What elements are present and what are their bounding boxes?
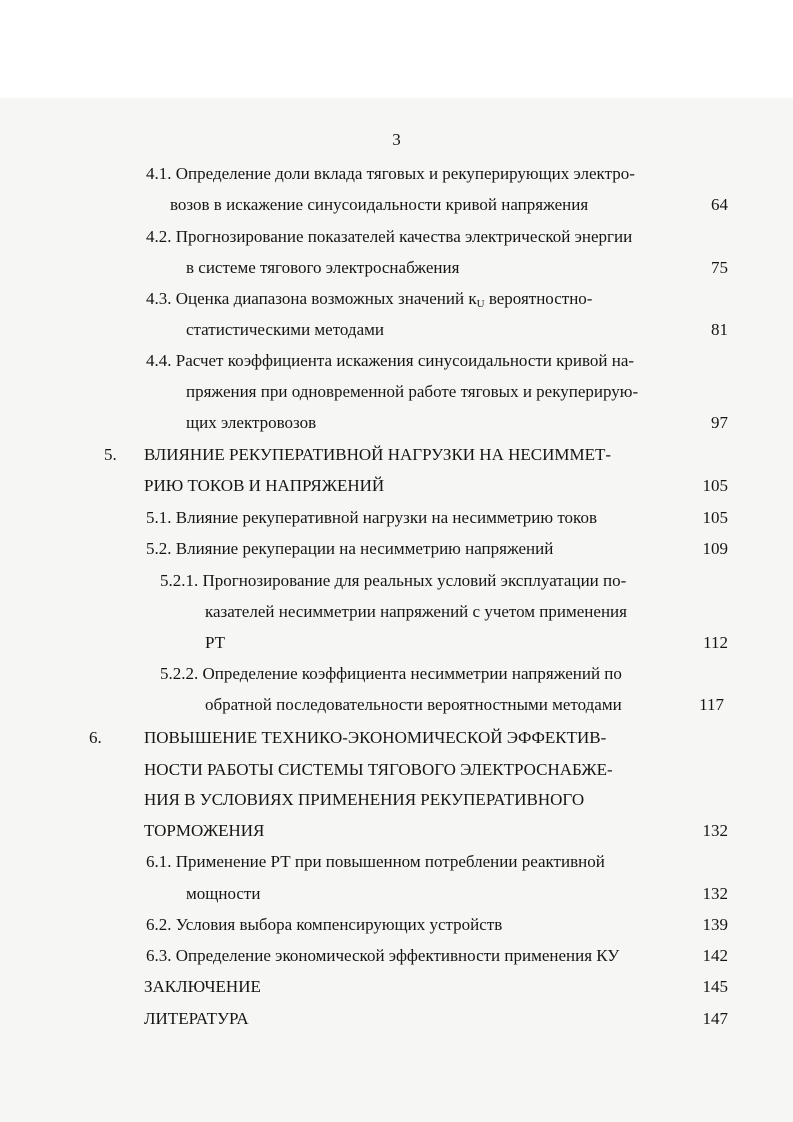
toc-chapter-title: РИЮ ТОКОВ И НАПРЯЖЕНИЙ xyxy=(144,476,385,495)
toc-entry-text: ЛИТЕРАТУРА xyxy=(144,1009,249,1028)
toc-entry-text: РТ xyxy=(205,633,226,652)
toc-entry-text: обратной последовательности вероятностными методами xyxy=(205,695,622,714)
toc-entry-text: в системе тягового электроснабжения xyxy=(186,258,460,277)
toc-entry-subscript: U xyxy=(476,298,485,310)
toc-page-number: 142 xyxy=(702,946,728,965)
scan-top-margin xyxy=(0,0,793,98)
toc-entry-text: 6.2. Условия выбора компенсирующих устройств xyxy=(146,915,503,934)
toc-page-number: 147 xyxy=(702,1009,728,1028)
toc-page-number: 105 xyxy=(702,508,728,527)
toc-page-number: 132 xyxy=(702,821,728,840)
toc-page-number: 132 xyxy=(702,884,728,903)
toc-entry-text: возов в искажение синусоидальности кривой напряжения xyxy=(170,195,589,214)
toc-entry-text xyxy=(146,289,592,314)
toc-entry-text: 4.4. Расчет коэффициента искажения синусоидальности кривой на- xyxy=(146,351,635,370)
toc-page-number: 112 xyxy=(703,633,728,652)
toc-entry-text: щих электровозов xyxy=(186,413,317,432)
toc-page-number: 105 xyxy=(702,476,728,495)
toc-chapter-title: ТОРМОЖЕНИЯ xyxy=(144,821,265,840)
toc-entry-text: статистическими методами xyxy=(186,320,384,339)
page-number: 3 xyxy=(392,130,401,149)
toc-page-number: 117 xyxy=(699,695,724,714)
toc-page-number: 81 xyxy=(711,320,728,339)
toc-page-number: 139 xyxy=(702,915,728,934)
toc-entry-text: пряжения при одновременной работе тяговых и рекуперирую- xyxy=(186,382,639,401)
toc-entry-text-part: 4.3. Оценка диапазона возможных значений к xyxy=(146,289,477,308)
toc-page-number: 64 xyxy=(711,195,728,214)
toc-entry-text: 4.1. Определение доли вклада тяговых и рекуперирующих электро- xyxy=(146,164,635,183)
toc-chapter-title: НИЯ В УСЛОВИЯХ ПРИМЕНЕНИЯ РЕКУПЕРАТИВНОГО xyxy=(144,790,585,809)
toc-entry-text: 4.2. Прогнозирование показателей качества электрической энергии xyxy=(146,227,633,246)
toc-chapter-title: ПОВЫШЕНИЕ ТЕХНИКО-ЭКОНОМИЧЕСКОЙ ЭФФЕКТИВ- xyxy=(144,728,607,747)
toc-entry-text: мощности xyxy=(186,884,261,903)
toc-chapter-title: НОСТИ РАБОТЫ СИСТЕМЫ ТЯГОВОГО ЭЛЕКТРОСНАБЖЕ- xyxy=(144,760,613,779)
toc-page-number: 109 xyxy=(702,539,728,558)
toc-entry-text: казателей несимметрии напряжений с учетом применения xyxy=(205,602,627,621)
toc-entry-text: 6.3. Определение экономической эффективности применения КУ xyxy=(146,946,620,965)
toc-page-number: 97 xyxy=(711,413,728,432)
toc-chapter-number: 5. xyxy=(104,445,117,464)
toc-entry-text: 6.1. Применение РТ при повышенном потреблении реактивной xyxy=(146,852,605,871)
toc-chapter-number: 6. xyxy=(89,728,102,747)
toc-chapter-title: ВЛИЯНИЕ РЕКУПЕРАТИВНОЙ НАГРУЗКИ НА НЕСИММЕТ- xyxy=(144,445,612,464)
toc-page-number: 75 xyxy=(711,258,728,277)
toc-entry-text: ЗАКЛЮЧЕНИЕ xyxy=(144,977,261,996)
toc-entry-text: 5.2. Влияние рекуперации на несимметрию напряжений xyxy=(146,539,554,558)
toc-entry-text: 5.1. Влияние рекуперативной нагрузки на несимметрию токов xyxy=(146,508,597,527)
toc-entry-text: 5.2.2. Определение коэффициента несимметрии напряжений по xyxy=(160,664,622,683)
toc-page-number: 145 xyxy=(702,977,728,996)
toc-entry-text: 5.2.1. Прогнозирование для реальных условий эксплуатации по- xyxy=(160,571,627,590)
toc-entry-text-part: вероятностно- xyxy=(484,289,593,308)
